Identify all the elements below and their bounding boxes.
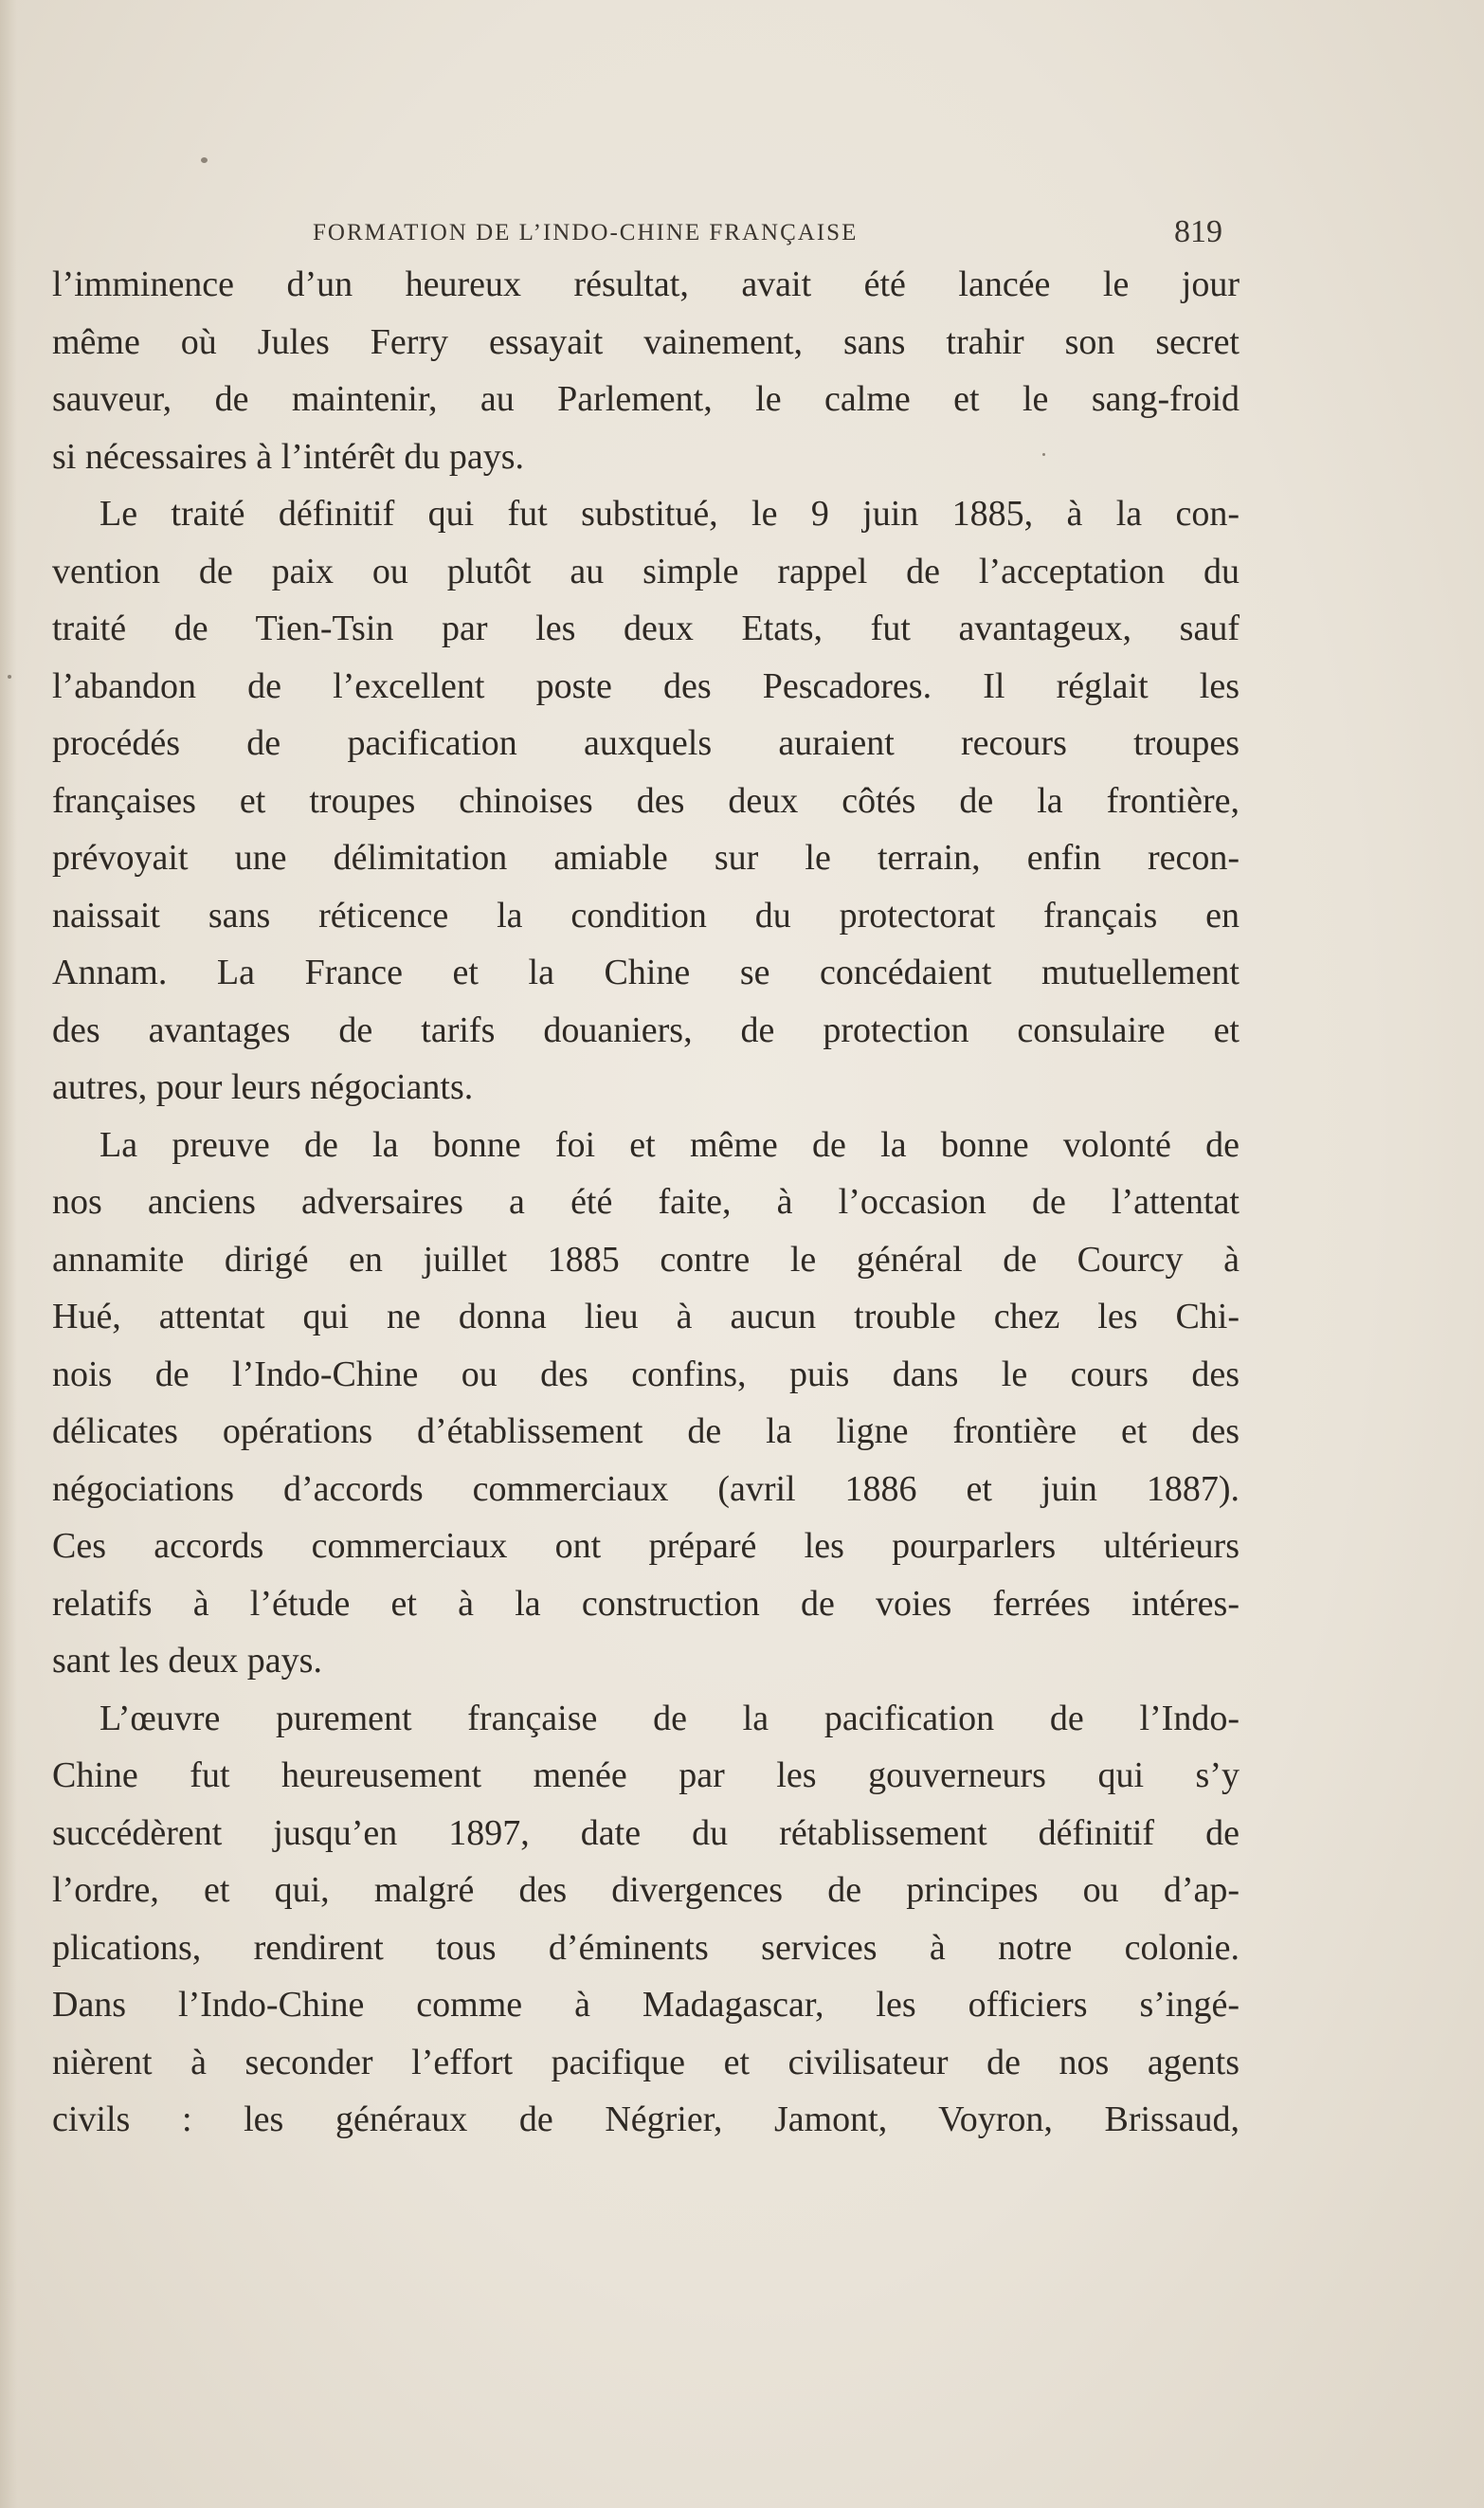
text-line: Le traité définitif qui fut substitué, le 9 juin 1885, à la con- [100, 494, 1240, 534]
text-line: sant les deux pays. [52, 1641, 322, 1681]
text-line: Chine fut heureusement menée par les gouverneurs qui s’y [52, 1755, 1240, 1795]
text-line: traité de Tien-Tsin par les deux Etats, fut avantageux, sauf [52, 609, 1240, 648]
text-line: des avantages de tarifs douaniers, de protection consulaire et [52, 1009, 1240, 1050]
text-line: naissait sans réticence la condition du protectorat français en [52, 895, 1240, 936]
text-line: l’abandon de l’excellent poste des Pescadores. Il réglait les [52, 665, 1240, 706]
text-line: délicates opérations d’établissement de la ligne frontière et des [52, 1411, 1240, 1451]
ink-speck [201, 157, 208, 163]
running-title: FORMATION DE L’INDO-CHINE FRANÇAISE [313, 220, 859, 245]
text-line: vention de paix ou plutôt au simple rappel de l’acceptation du [52, 551, 1240, 591]
paragraph-2 [52, 485, 1240, 1117]
running-header [93, 207, 1222, 256]
text-line: Ces accords commerciaux ont préparé les pourparlers ultérieurs [52, 1526, 1240, 1566]
paragraph-1 [52, 256, 1240, 485]
text-line: Annam. La France et la Chine se concédaient mutuellement [52, 953, 1240, 992]
text-line: négociations d’accords commerciaux (avril 1886 et juin 1887). [52, 1468, 1240, 1509]
body-text [52, 256, 1240, 2149]
text-line: autres, pour leurs négociants. [52, 1067, 474, 1107]
text-line: nos anciens adversaires a été faite, à l’occasion de l’attentat [52, 1182, 1240, 1222]
text-line: relatifs à l’étude et à la construction de voies ferrées intéres- [52, 1583, 1240, 1624]
page-number: 819 [1174, 214, 1222, 249]
text-line: Dans l’Indo-Chine comme à Madagascar, les officiers s’ingé- [52, 1985, 1240, 2025]
text-line: succédèrent jusqu’en 1897, date du rétablissement définitif de [52, 1812, 1240, 1853]
paragraph-4 [52, 1690, 1240, 2149]
text-line: même où Jules Ferry essayait vainement, sans trahir son secret [52, 321, 1240, 362]
text-line: La preuve de la bonne foi et même de la bonne volonté de [100, 1124, 1240, 1165]
text-line: nois de l’Indo-Chine ou des confins, puis dans le cours des [52, 1354, 1240, 1394]
text-line: l’ordre, et qui, malgré des divergences de principes ou d’ap- [52, 1870, 1240, 1910]
text-line: l’imminence d’un heureux résultat, avait été lancée le jour [52, 264, 1240, 304]
text-line: civils : les généraux de Négrier, Jamont, Voyron, Brissaud, [52, 2099, 1240, 2139]
text-line: procédés de pacification auxquels auraient recours troupes [52, 723, 1240, 763]
text-line: annamite dirigé en juillet 1885 contre le général de Courcy à [52, 1239, 1240, 1280]
text-line: Hué, attentat qui ne donna lieu à aucun trouble chez les Chi- [52, 1297, 1240, 1336]
page-edge-shadow [0, 0, 17, 2508]
ink-speck [8, 675, 11, 679]
text-line: prévoyait une délimitation amiable sur le terrain, enfin recon- [52, 838, 1240, 878]
text-line: sauveur, de maintenir, au Parlement, le calme et le sang-froid [52, 379, 1240, 419]
text-line: nièrent à seconder l’effort pacifique et civilisateur de nos agents [52, 2042, 1240, 2082]
text-line: plications, rendirent tous d’éminents services à notre colonie. [52, 1927, 1240, 1968]
text-line: L’œuvre purement française de la pacification de l’Indo- [100, 1698, 1240, 1738]
text-line: si nécessaires à l’intérêt du pays. [52, 436, 525, 477]
paragraph-3 [52, 1117, 1240, 1690]
text-line: françaises et troupes chinoises des deux côtés de la frontière, [52, 780, 1240, 821]
